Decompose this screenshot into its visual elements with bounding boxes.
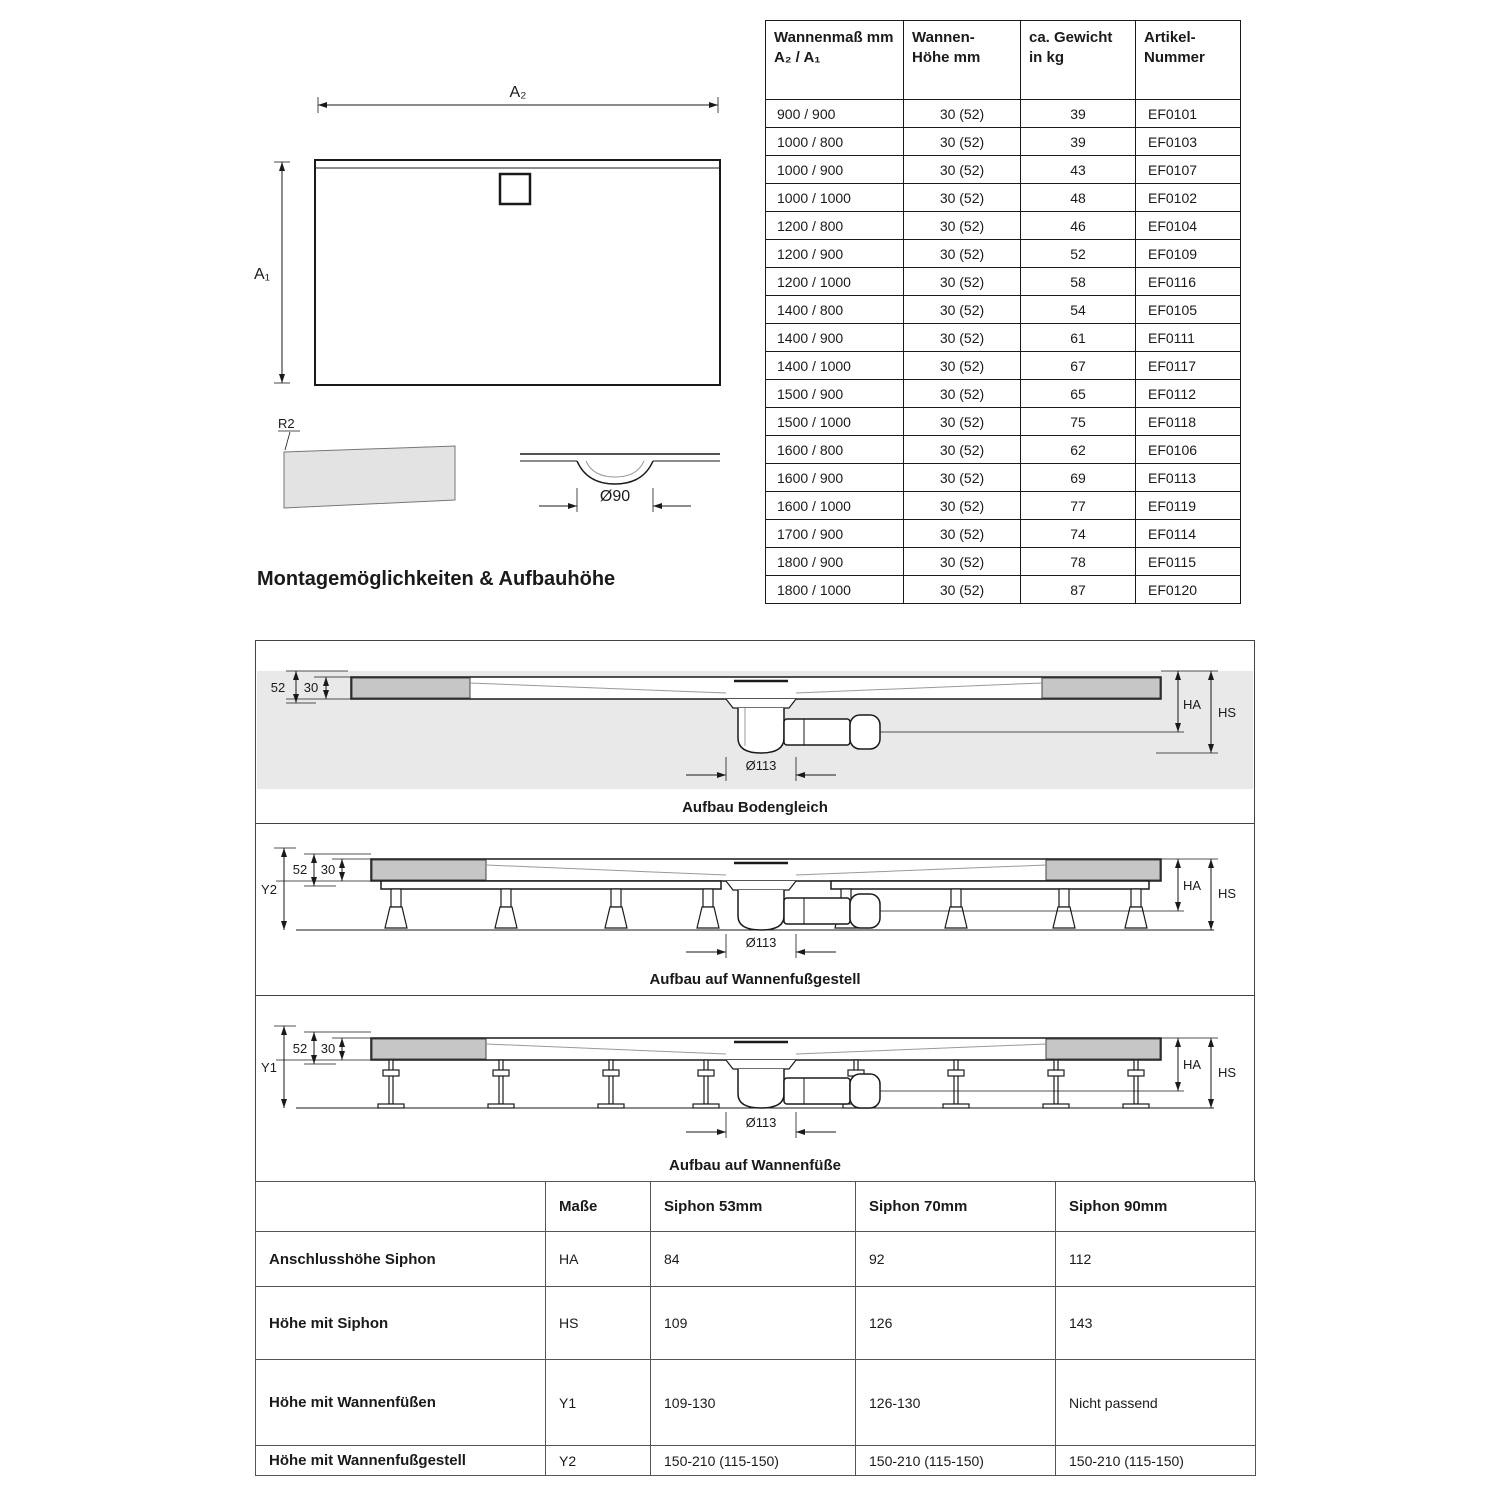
- spec-cell-dimensions: 1800 / 1000: [766, 576, 904, 604]
- spec-cell-height: 30 (52): [904, 184, 1021, 212]
- spec-cell-dimensions: 1400 / 900: [766, 324, 904, 352]
- dim-52-label: 52: [270, 680, 286, 695]
- spec-cell-article: EF0104: [1136, 212, 1241, 240]
- spec-cell-weight: 46: [1021, 212, 1136, 240]
- spec-row: [766, 324, 1241, 352]
- spec-cell-height: 30 (52): [904, 128, 1021, 156]
- spec-cell-article: EF0111: [1136, 324, 1241, 352]
- spec-cell-dimensions: 1600 / 800: [766, 436, 904, 464]
- dim-30-label: 30: [320, 862, 336, 877]
- siphon-cell-code: HA: [546, 1232, 651, 1287]
- spec-cell-height: 30 (52): [904, 352, 1021, 380]
- spec-cell-weight: 87: [1021, 576, 1136, 604]
- spec-cell-dimensions: 1500 / 900: [766, 380, 904, 408]
- diagram-bodengleich: [255, 640, 1255, 824]
- drain-section: [520, 454, 720, 484]
- siphon-cell-90: 112: [1056, 1232, 1256, 1287]
- spec-cell-article: EF0103: [1136, 128, 1241, 156]
- spec-cell-dimensions: 1000 / 800: [766, 128, 904, 156]
- frame-rail-left: [381, 881, 721, 889]
- siphon-cell-code: Y1: [546, 1360, 651, 1446]
- siphon-cell-53: 84: [651, 1232, 856, 1287]
- spec-cell-height: 30 (52): [904, 464, 1021, 492]
- spec-row: [766, 100, 1241, 128]
- diagram-caption: Aufbau auf Wannenfüße: [669, 1157, 841, 1174]
- spec-cell-weight: 43: [1021, 156, 1136, 184]
- spec-cell-weight: 62: [1021, 436, 1136, 464]
- siphon-trap: [738, 890, 784, 930]
- dim-hs-label: HS: [1218, 886, 1237, 901]
- diagram-caption: Aufbau auf Wannenfußgestell: [649, 971, 861, 988]
- outlet-pipe: [850, 894, 880, 928]
- siphon-cell-code: Y2: [546, 1446, 651, 1476]
- siphon-row: [256, 1232, 1256, 1287]
- dim-30-label: 30: [303, 680, 319, 695]
- spec-cell-dimensions: 1200 / 800: [766, 212, 904, 240]
- spec-cell-dimensions: 1600 / 900: [766, 464, 904, 492]
- spec-cell-dimensions: 1500 / 1000: [766, 408, 904, 436]
- dim-ha-label: HA: [1183, 697, 1202, 712]
- spec-cell-height: 30 (52): [904, 156, 1021, 184]
- spec-row: [766, 576, 1241, 604]
- siphon-cell-90: 150-210 (115-150): [1056, 1446, 1256, 1476]
- spec-row: [766, 520, 1241, 548]
- spec-row: [766, 212, 1241, 240]
- dim-d113-label: Ø113: [745, 935, 777, 950]
- siphon-header-masse: Maße: [546, 1182, 651, 1232]
- diagram-wannenfuesse: [255, 995, 1255, 1182]
- dim-a2-label: A₂: [509, 84, 527, 101]
- siphon-cell-53: 150-210 (115-150): [651, 1446, 856, 1476]
- spec-header-height: Wannen-Höhe mm: [904, 21, 1021, 100]
- outlet-pipe: [850, 1074, 880, 1108]
- spec-cell-height: 30 (52): [904, 576, 1021, 604]
- spec-cell-article: EF0119: [1136, 492, 1241, 520]
- siphon-cell-70: 92: [856, 1232, 1056, 1287]
- siphon-cell-code: HS: [546, 1287, 651, 1360]
- dim-52-label: 52: [292, 862, 308, 877]
- spec-cell-article: EF0109: [1136, 240, 1241, 268]
- drain-square: [500, 174, 530, 204]
- spec-cell-weight: 54: [1021, 296, 1136, 324]
- spec-row: [766, 156, 1241, 184]
- section-heading: Montagemöglichkeiten & Aufbauhöhe: [257, 568, 616, 590]
- diagram-wannenfussgestell-drawing: [256, 824, 1254, 966]
- spec-row: [766, 352, 1241, 380]
- spec-cell-dimensions: 1000 / 900: [766, 156, 904, 184]
- spec-cell-weight: 75: [1021, 408, 1136, 436]
- tray-plan-drawing: [250, 60, 740, 565]
- spec-row: [766, 268, 1241, 296]
- siphon-cell-53: 109-130: [651, 1360, 856, 1446]
- siphon-cell-70: 150-210 (115-150): [856, 1446, 1056, 1476]
- spec-header-row: [766, 21, 1241, 100]
- siphon-cell-label: Höhe mit Siphon: [256, 1287, 546, 1360]
- spec-cell-dimensions: 1000 / 1000: [766, 184, 904, 212]
- spec-row: [766, 184, 1241, 212]
- spec-row: [766, 296, 1241, 324]
- siphon-cell-70: 126-130: [856, 1360, 1056, 1446]
- siphon-cell-label: Anschlusshöhe Siphon: [256, 1232, 546, 1287]
- spec-table: [765, 20, 1241, 604]
- spec-cell-weight: 67: [1021, 352, 1136, 380]
- spec-row: [766, 128, 1241, 156]
- spec-cell-dimensions: 1200 / 1000: [766, 268, 904, 296]
- spec-row: [766, 464, 1241, 492]
- spec-cell-article: EF0112: [1136, 380, 1241, 408]
- spec-cell-dimensions: 1400 / 1000: [766, 352, 904, 380]
- spec-cell-article: EF0106: [1136, 436, 1241, 464]
- spec-header-weight: ca. Gewicht in kg: [1021, 21, 1136, 100]
- spec-cell-dimensions: 1200 / 900: [766, 240, 904, 268]
- dim-30-label: 30: [320, 1041, 336, 1056]
- spec-cell-weight: 65: [1021, 380, 1136, 408]
- spec-cell-height: 30 (52): [904, 436, 1021, 464]
- spec-cell-height: 30 (52): [904, 492, 1021, 520]
- spec-cell-weight: 77: [1021, 492, 1136, 520]
- spec-cell-height: 30 (52): [904, 100, 1021, 128]
- spec-cell-height: 30 (52): [904, 268, 1021, 296]
- spec-cell-weight: 39: [1021, 100, 1136, 128]
- spec-cell-height: 30 (52): [904, 380, 1021, 408]
- dim-a1-label: A₁: [254, 266, 271, 283]
- siphon-header-row: [256, 1182, 1256, 1232]
- outlet-pipe: [850, 715, 880, 749]
- siphon-header-empty: [256, 1182, 546, 1232]
- spec-cell-height: 30 (52): [904, 548, 1021, 576]
- spec-cell-dimensions: 1600 / 1000: [766, 492, 904, 520]
- spec-cell-weight: 78: [1021, 548, 1136, 576]
- siphon-cell-label: Höhe mit Wannenfüßen: [256, 1360, 546, 1446]
- spec-cell-article: EF0116: [1136, 268, 1241, 296]
- siphon-cell-53: 109: [651, 1287, 856, 1360]
- siphon-header-90: Siphon 90mm: [1056, 1182, 1256, 1232]
- spec-row: [766, 240, 1241, 268]
- dim-hs-label: HS: [1218, 1065, 1237, 1080]
- spec-cell-article: EF0102: [1136, 184, 1241, 212]
- spec-cell-weight: 61: [1021, 324, 1136, 352]
- diagram-bodengleich-drawing: [256, 641, 1254, 791]
- diagram-wannenfuesse-drawing: [256, 996, 1254, 1148]
- spec-cell-article: EF0107: [1136, 156, 1241, 184]
- spec-cell-dimensions: 1400 / 800: [766, 296, 904, 324]
- spec-cell-weight: 39: [1021, 128, 1136, 156]
- spec-cell-article: EF0113: [1136, 464, 1241, 492]
- spec-cell-article: EF0115: [1136, 548, 1241, 576]
- dim-hs-label: HS: [1218, 705, 1237, 720]
- diagram-caption: Aufbau Bodengleich: [682, 799, 828, 816]
- spec-cell-article: EF0114: [1136, 520, 1241, 548]
- spec-cell-height: 30 (52): [904, 520, 1021, 548]
- dim-ha-label: HA: [1183, 1057, 1202, 1072]
- siphon-cell-90: 143: [1056, 1287, 1256, 1360]
- dim-y2-label: Y2: [261, 882, 277, 897]
- siphon-row: [256, 1360, 1256, 1446]
- spec-cell-weight: 52: [1021, 240, 1136, 268]
- dim-d90-label: Ø90: [599, 488, 631, 505]
- edge-section-slab: [284, 446, 455, 508]
- spec-cell-height: 30 (52): [904, 324, 1021, 352]
- spec-header-article: Artikel-Nummer: [1136, 21, 1241, 100]
- spec-row: [766, 492, 1241, 520]
- spec-row: [766, 408, 1241, 436]
- dim-52-label: 52: [292, 1041, 308, 1056]
- spec-cell-weight: 48: [1021, 184, 1136, 212]
- spec-cell-dimensions: 900 / 900: [766, 100, 904, 128]
- spec-cell-height: 30 (52): [904, 240, 1021, 268]
- dim-d113-label: Ø113: [745, 758, 777, 773]
- spec-row: [766, 436, 1241, 464]
- dim-ha-label: HA: [1183, 878, 1202, 893]
- spec-cell-article: EF0117: [1136, 352, 1241, 380]
- spec-cell-weight: 58: [1021, 268, 1136, 296]
- siphon-cell-label: Höhe mit Wannenfußgestell: [256, 1446, 546, 1476]
- spec-cell-article: EF0120: [1136, 576, 1241, 604]
- dim-d113-label: Ø113: [745, 1115, 777, 1130]
- siphon-row: [256, 1287, 1256, 1360]
- spec-cell-weight: 74: [1021, 520, 1136, 548]
- spec-cell-article: EF0118: [1136, 408, 1241, 436]
- spec-cell-dimensions: 1700 / 900: [766, 520, 904, 548]
- spec-cell-height: 30 (52): [904, 212, 1021, 240]
- siphon-row: [256, 1446, 1256, 1476]
- dim-y1-label: Y1: [261, 1060, 277, 1075]
- spec-cell-article: EF0105: [1136, 296, 1241, 324]
- diagram-wannenfussgestell: [255, 823, 1255, 996]
- spec-cell-weight: 69: [1021, 464, 1136, 492]
- spec-header-dimensions: Wannenmaß mm A₂ / A₁: [766, 21, 904, 100]
- siphon-cell-70: 126: [856, 1287, 1056, 1360]
- spec-cell-height: 30 (52): [904, 408, 1021, 436]
- spec-cell-dimensions: 1800 / 900: [766, 548, 904, 576]
- spec-row: [766, 548, 1241, 576]
- dim-r2-label: R2: [278, 416, 295, 431]
- frame-rail-right: [831, 881, 1149, 889]
- spec-row: [766, 380, 1241, 408]
- siphon-table: [255, 1181, 1256, 1476]
- siphon-header-70: Siphon 70mm: [856, 1182, 1056, 1232]
- siphon-cell-90: Nicht passend: [1056, 1360, 1256, 1446]
- siphon-header-53: Siphon 53mm: [651, 1182, 856, 1232]
- spec-cell-height: 30 (52): [904, 296, 1021, 324]
- spec-cell-article: EF0101: [1136, 100, 1241, 128]
- siphon-trap: [738, 1069, 784, 1108]
